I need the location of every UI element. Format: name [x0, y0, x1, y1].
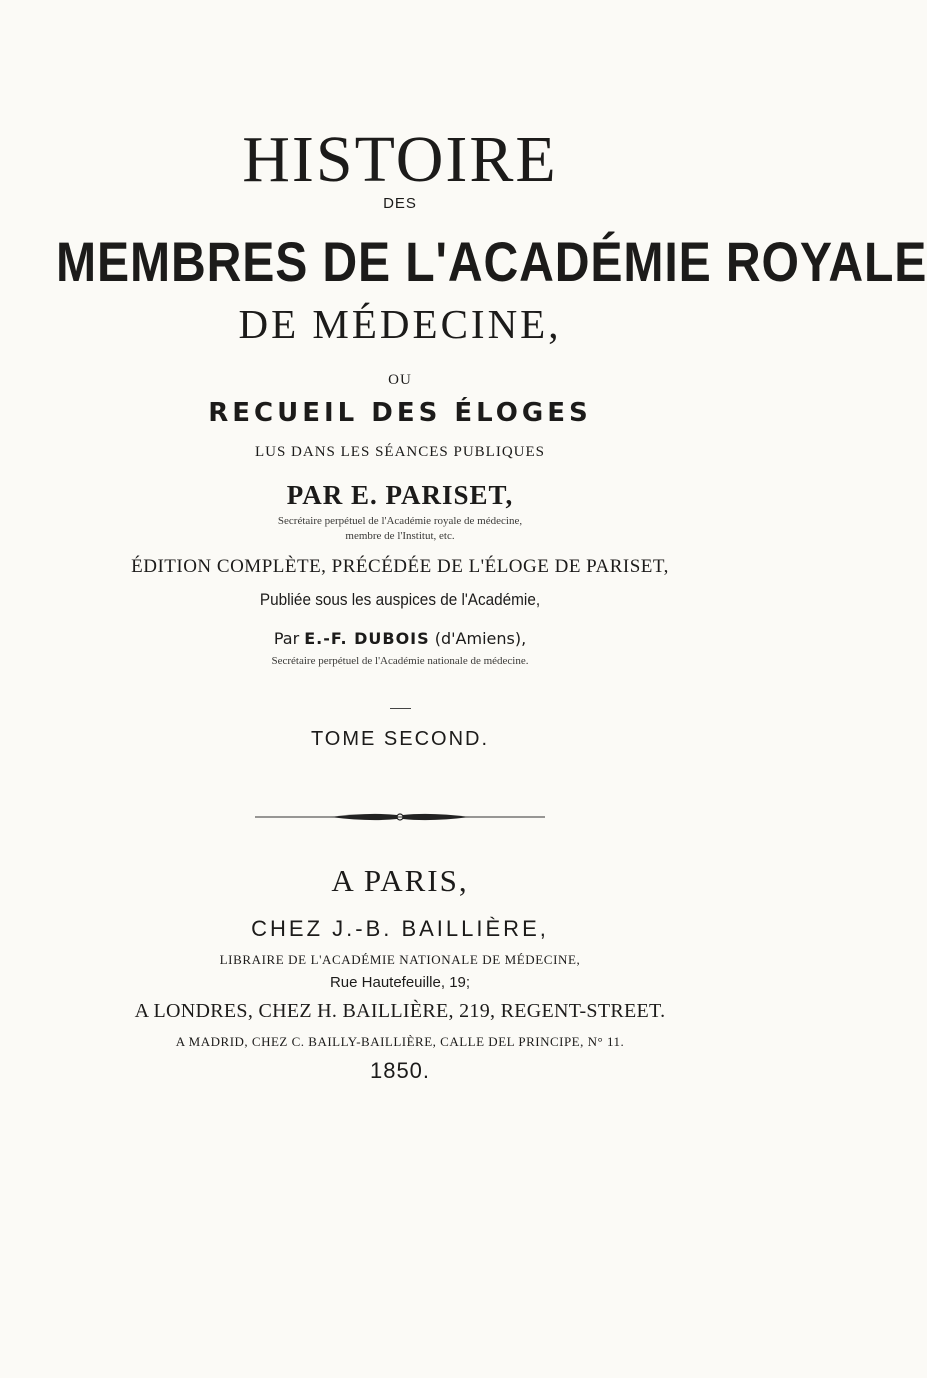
edition-statement: ÉDITION COMPLÈTE, PRÉCÉDÉE DE L'ÉLOGE DE PARISET, [131, 556, 669, 577]
publisher-address: Rue Hautefeuille, 19; [329, 974, 471, 991]
author-title-line-2: membre de l'Institut, etc. [345, 530, 455, 542]
subtitle-ou: OU [388, 372, 412, 388]
madrid-branch: A MADRID, CHEZ C. BAILLY-BAILLIÈRE, CALLE DEL PRINCIPE, N° 11. [175, 1034, 625, 1049]
publication-note: Publiée sous les auspices de l'Académie, [259, 590, 541, 609]
editor-name: E.-F. DUBOIS [304, 629, 430, 648]
author-name: PAR E. PARISET, [286, 480, 514, 510]
main-title: HISTOIRE [242, 123, 558, 196]
volume-label: TOME SECOND. [310, 728, 490, 750]
publisher-title: LIBRAIRE DE L'ACADÉMIE NATIONALE DE MÉDECINE, [219, 952, 581, 967]
editor-title: Secrétaire perpétuel de l'Académie nationale de médecine. [271, 655, 529, 667]
place-of-publication: A PARIS, [331, 863, 469, 898]
ornamental-rule-icon [255, 810, 545, 824]
publication-year: 1850. [369, 1058, 431, 1083]
short-rule [390, 708, 411, 709]
subtitle-lus: LUS DANS LES SÉANCES PUBLIQUES [254, 444, 546, 460]
author-title-line-1: Secrétaire perpétuel de l'Académie royale de médecine, [277, 515, 523, 527]
subtitle-membres: MEMBRES DE L'ACADÉMIE ROYALE [56, 230, 927, 293]
editor-prefix: Par [273, 629, 300, 648]
editor-line [0, 629, 800, 648]
subtitle-des: DES [383, 195, 417, 212]
subtitle-medecine: DE MÉDECINE, [238, 301, 562, 347]
subtitle-recueil: RECUEIL DES ÉLOGES [208, 398, 592, 428]
publisher-name: CHEZ J.-B. BAILLIÈRE, [251, 916, 549, 941]
london-branch: A LONDRES, CHEZ H. BAILLIÈRE, 219, REGENT-STREET. [134, 1000, 666, 1022]
editor-city: (d'Amiens), [434, 629, 527, 648]
